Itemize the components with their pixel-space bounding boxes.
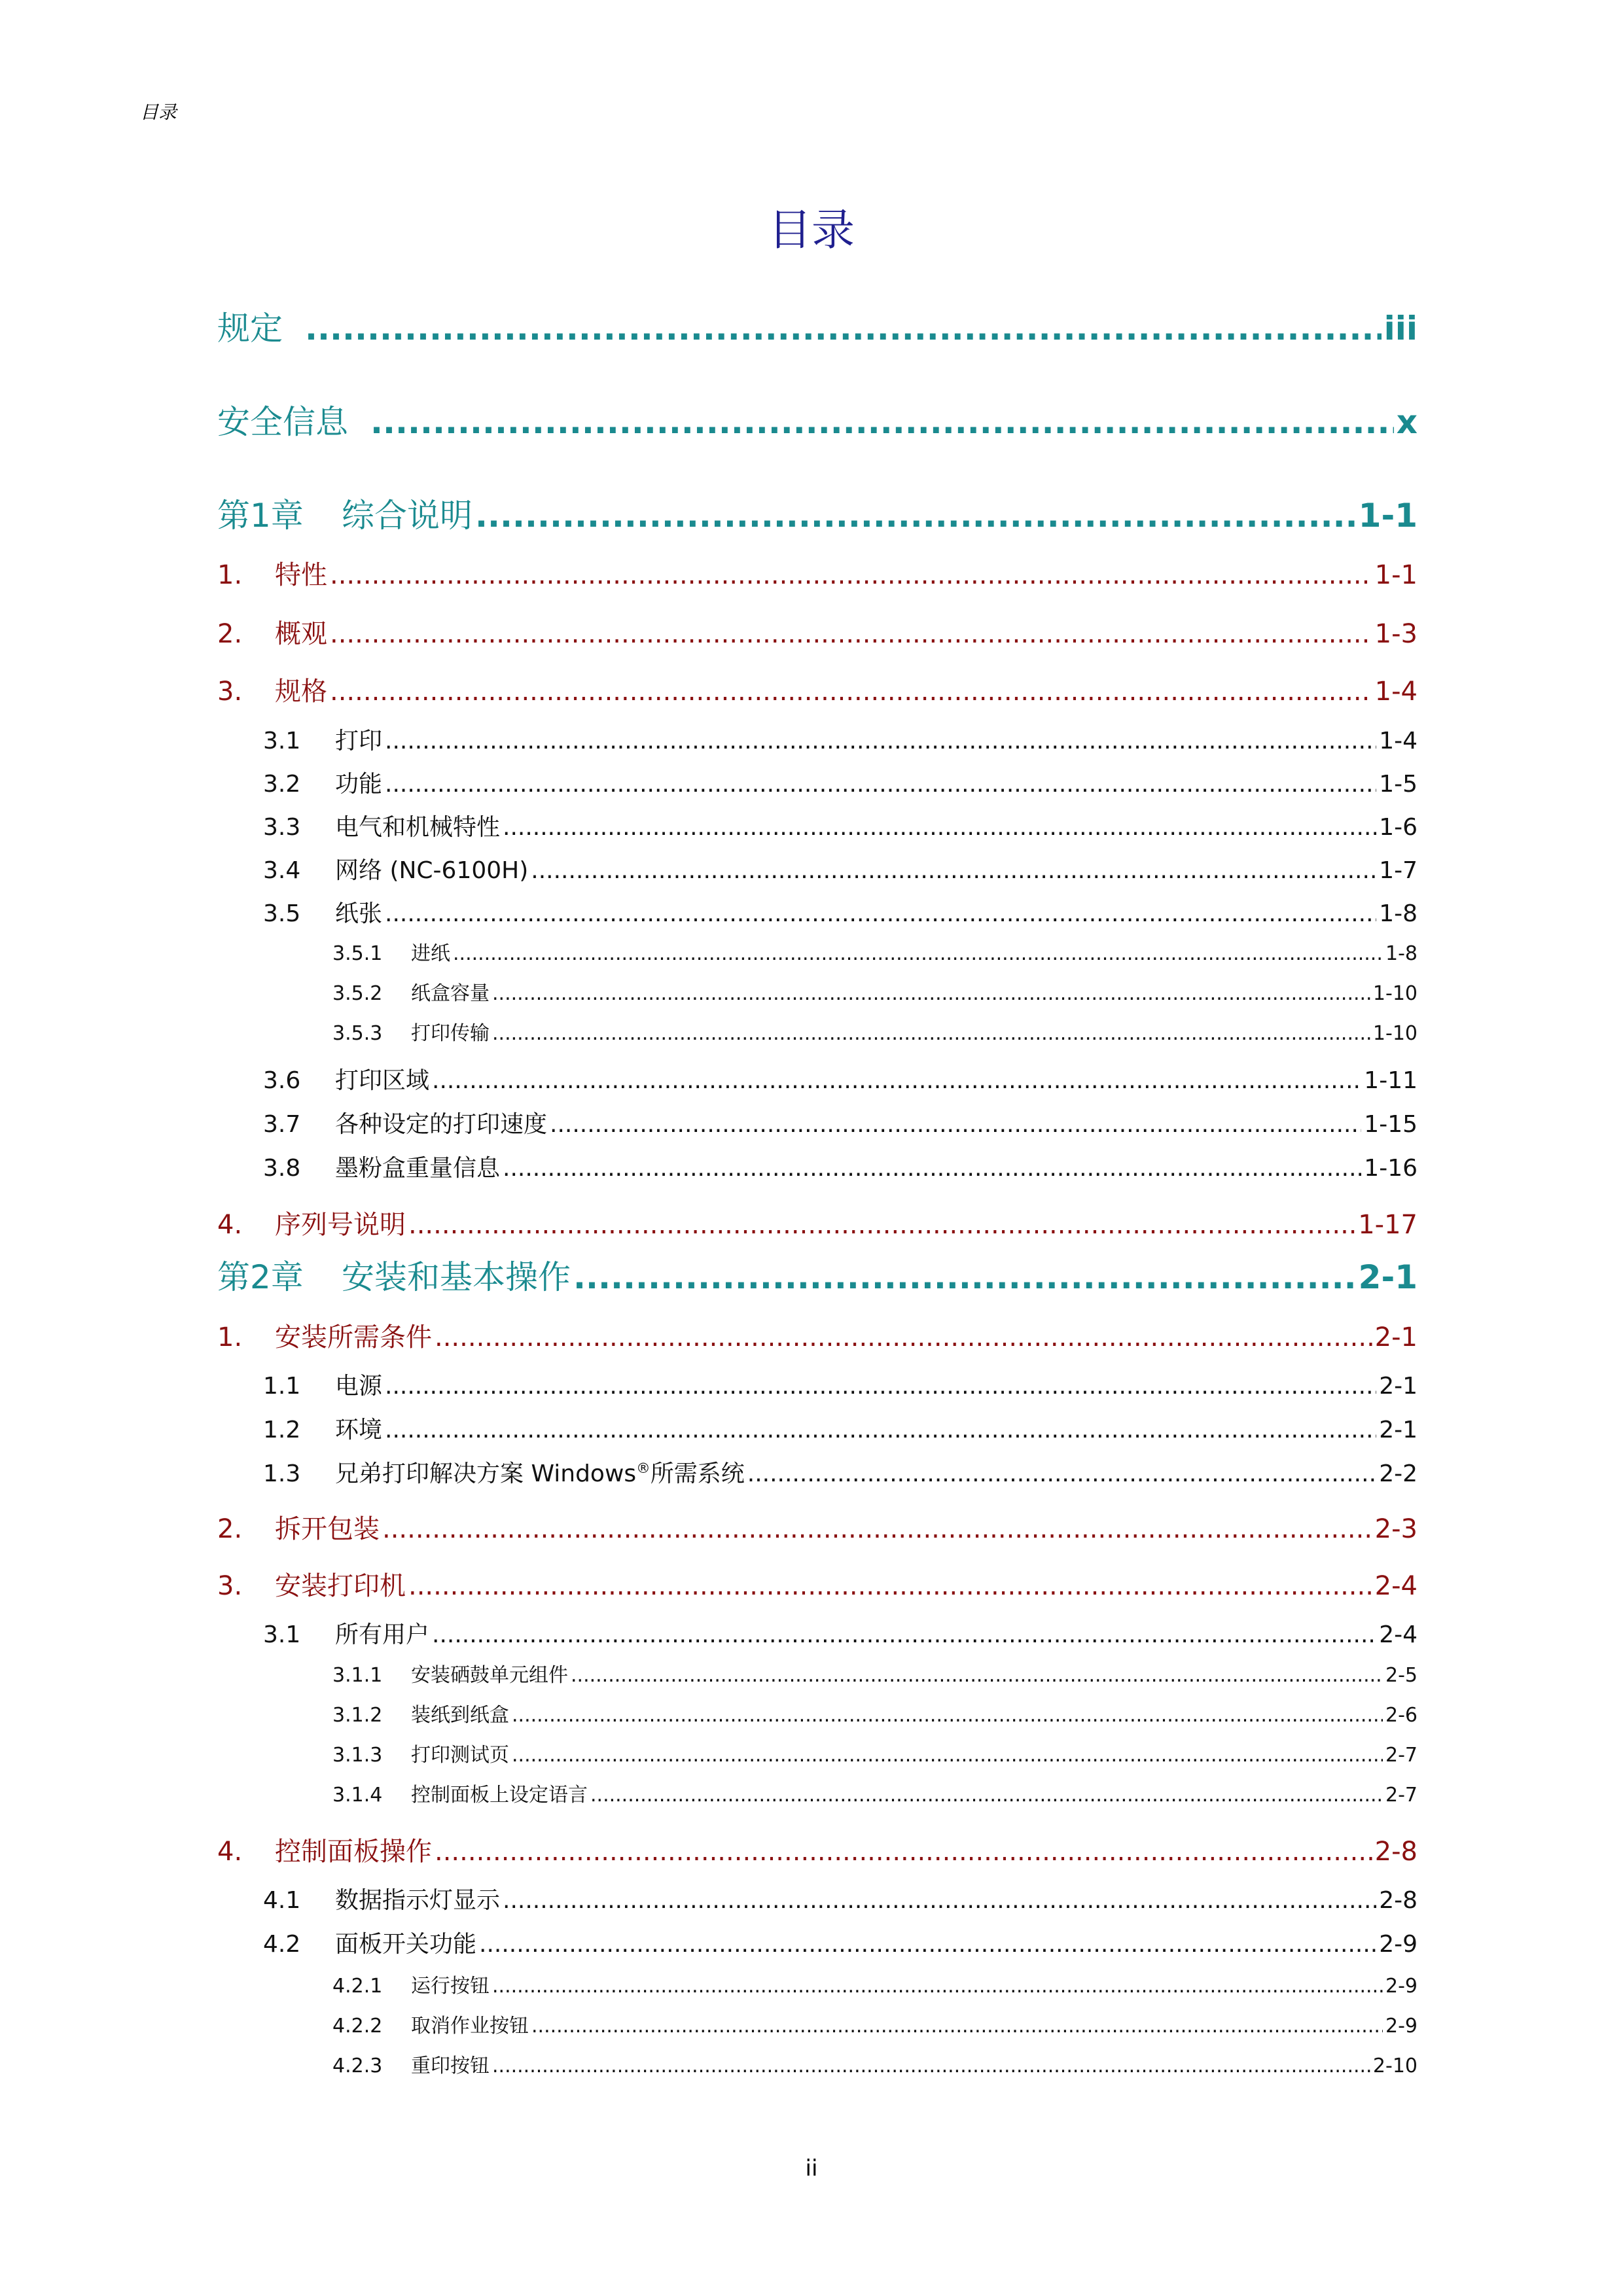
toc-entry-page: 2-6 bbox=[1385, 1704, 1418, 1727]
dot-leader bbox=[432, 1621, 1376, 1648]
toc-entry-page: 2-10 bbox=[1372, 2055, 1418, 2077]
toc-entry-number: 3.6 bbox=[263, 1067, 301, 1094]
toc-entry[interactable] bbox=[263, 1106, 1418, 1148]
toc-entry-title: 概观 bbox=[275, 619, 327, 649]
toc-entry-page: x bbox=[1396, 403, 1418, 441]
dot-leader bbox=[747, 1460, 1376, 1487]
toc-entry-title: 安装和基本操作 bbox=[342, 1258, 571, 1296]
dot-leader bbox=[503, 1155, 1361, 1182]
dot-leader bbox=[503, 814, 1376, 841]
toc-entry-number: 1. bbox=[217, 1322, 243, 1352]
toc-entry-page: 1-16 bbox=[1364, 1155, 1418, 1182]
dot-leader bbox=[370, 403, 1394, 441]
dot-leader bbox=[385, 1373, 1376, 1400]
toc-entry-page: 2-3 bbox=[1374, 1514, 1418, 1544]
toc-entry[interactable] bbox=[332, 1739, 1418, 1780]
toc-entry-title: 面板开关功能 bbox=[335, 1931, 477, 1958]
toc-entry-page: 1-11 bbox=[1364, 1067, 1418, 1094]
dot-leader bbox=[571, 1664, 1383, 1687]
toc-entry-page: 1-4 bbox=[1379, 728, 1418, 754]
toc-entry-page: 2-5 bbox=[1385, 1664, 1418, 1687]
dot-leader bbox=[512, 1744, 1383, 1767]
toc-entry-page: 1-10 bbox=[1372, 982, 1418, 1005]
toc-entry-title: 电气和机械特性 bbox=[335, 814, 501, 841]
toc-entry-number: 2. bbox=[217, 1514, 243, 1544]
toc-entry-page: 1-3 bbox=[1374, 619, 1418, 649]
toc-entry-number: 3.5.2 bbox=[332, 982, 383, 1005]
toc-entry-number: 4. bbox=[217, 1837, 243, 1867]
toc-entry[interactable] bbox=[217, 671, 1418, 713]
toc-entry-number: 1. bbox=[217, 560, 243, 590]
dot-leader bbox=[573, 1258, 1356, 1296]
toc-entry-number: 3.4 bbox=[263, 857, 301, 884]
toc-entry-page: 2-4 bbox=[1379, 1621, 1418, 1648]
toc-entry[interactable] bbox=[263, 852, 1418, 894]
dot-leader bbox=[550, 1111, 1361, 1138]
dot-leader bbox=[385, 771, 1376, 798]
dot-leader bbox=[382, 1514, 1372, 1544]
dot-leader bbox=[408, 1571, 1372, 1601]
toc-entry-title: 数据指示灯显示 bbox=[335, 1887, 501, 1914]
dot-leader bbox=[531, 2015, 1383, 2038]
toc-entry[interactable] bbox=[263, 1926, 1418, 1968]
toc-entry-title: 打印传输 bbox=[411, 1022, 490, 1045]
toc-entry-title: 运行按钮 bbox=[411, 1975, 490, 1998]
toc-entry[interactable] bbox=[263, 1882, 1418, 1924]
dot-leader bbox=[453, 942, 1383, 965]
toc-entry-title: 装纸到纸盒 bbox=[411, 1704, 509, 1727]
toc-entry-page: 2-9 bbox=[1385, 1975, 1418, 1998]
toc-entry-title: 进纸 bbox=[411, 942, 450, 965]
toc-entry-title: 规格 bbox=[275, 677, 327, 707]
dot-leader bbox=[435, 1837, 1372, 1867]
toc-entry-title: 所有用户 bbox=[335, 1621, 430, 1648]
dot-leader bbox=[475, 497, 1356, 535]
toc-entry-title: 拆开包装 bbox=[275, 1514, 380, 1544]
toc-entry-title: 打印测试页 bbox=[411, 1744, 509, 1767]
toc-entry[interactable] bbox=[263, 809, 1418, 851]
toc-entry-title: 安全信息 bbox=[217, 403, 348, 441]
toc-entry[interactable] bbox=[263, 1062, 1418, 1104]
toc-entry[interactable] bbox=[263, 766, 1418, 807]
toc-entry[interactable] bbox=[217, 554, 1418, 596]
dot-leader bbox=[590, 1784, 1383, 1807]
toc-entry-page: 2-4 bbox=[1374, 1571, 1418, 1601]
toc-entry-title: 安装打印机 bbox=[275, 1571, 406, 1601]
toc-entry-number: 4.2 bbox=[263, 1931, 301, 1958]
dot-leader bbox=[385, 728, 1376, 754]
toc-entry[interactable] bbox=[332, 977, 1418, 1019]
registered-mark: ® bbox=[636, 1460, 651, 1477]
toc-entry[interactable] bbox=[263, 1616, 1418, 1658]
toc-entry-title: 各种设定的打印速度 bbox=[335, 1111, 548, 1138]
toc-entry-title: 打印 bbox=[335, 728, 383, 754]
toc-entry-page: 2-9 bbox=[1385, 2015, 1418, 2038]
toc-entry[interactable] bbox=[217, 1831, 1418, 1873]
toc-entry-number: 第2章 bbox=[217, 1258, 304, 1296]
toc-entry-page: 2-7 bbox=[1385, 1784, 1418, 1807]
toc-entry-title: 电源 bbox=[335, 1373, 383, 1400]
toc-entry-page: 2-7 bbox=[1385, 1744, 1418, 1767]
toc-entry-title: 纸盒容量 bbox=[411, 982, 490, 1005]
toc-entry[interactable] bbox=[263, 1411, 1418, 1453]
toc-entry-page: iii bbox=[1383, 309, 1418, 347]
page-number: ii bbox=[805, 2155, 818, 2181]
toc-entry-page: 2-2 bbox=[1379, 1460, 1418, 1487]
page-title: 目录 bbox=[768, 205, 855, 255]
dot-leader bbox=[479, 1931, 1376, 1958]
dot-leader bbox=[305, 309, 1382, 347]
dot-leader bbox=[435, 1322, 1372, 1352]
toc-entry-number: 4.2.1 bbox=[332, 1975, 383, 1998]
toc-entry[interactable] bbox=[217, 1565, 1418, 1607]
toc-entry-number: 3.1.3 bbox=[332, 1744, 383, 1767]
dot-leader bbox=[492, 1022, 1370, 1045]
dot-leader bbox=[432, 1067, 1361, 1094]
toc-entry-title: 纸张 bbox=[335, 900, 383, 927]
toc-entry[interactable] bbox=[332, 1969, 1418, 2011]
dot-leader bbox=[385, 900, 1376, 927]
dot-leader bbox=[512, 1704, 1383, 1727]
toc-entry-number: 4.1 bbox=[263, 1887, 301, 1914]
toc-entry-page: 2-8 bbox=[1379, 1887, 1418, 1914]
toc-entry-number: 3.1.2 bbox=[332, 1704, 383, 1727]
toc-entry-number: 3.1.4 bbox=[332, 1784, 383, 1807]
toc-entry-title: 控制面板上设定语言 bbox=[411, 1784, 588, 1807]
toc-entry-page: 1-7 bbox=[1379, 857, 1418, 884]
toc-entry[interactable] bbox=[332, 2049, 1418, 2091]
toc-entry-page: 2-9 bbox=[1379, 1931, 1418, 1958]
toc-entry[interactable] bbox=[217, 396, 1418, 441]
toc-entry-number: 2. bbox=[217, 619, 243, 649]
toc-entry-number: 1.2 bbox=[263, 1417, 301, 1443]
dot-leader bbox=[385, 1417, 1376, 1443]
toc-entry-title: 序列号说明 bbox=[275, 1210, 406, 1240]
toc-entry-number: 3.8 bbox=[263, 1155, 301, 1182]
dot-leader bbox=[492, 982, 1370, 1005]
toc-entry[interactable] bbox=[332, 1778, 1418, 1820]
toc-entry-title: 取消作业按钮 bbox=[411, 2015, 529, 2038]
toc-entry-page: 1-8 bbox=[1385, 942, 1418, 965]
toc-entry-title: 打印区域 bbox=[335, 1067, 430, 1094]
toc-entry[interactable] bbox=[332, 2009, 1418, 2051]
toc-entry[interactable] bbox=[263, 1150, 1418, 1192]
toc-entry-number: 3.3 bbox=[263, 814, 301, 841]
toc-entry-number: 3.2 bbox=[263, 771, 301, 798]
toc-entry-number: 3.5 bbox=[263, 900, 301, 927]
toc-entry-number: 4.2.2 bbox=[332, 2015, 383, 2038]
toc-entry-page: 1-10 bbox=[1372, 1022, 1418, 1045]
toc-entry-page: 1-15 bbox=[1364, 1111, 1418, 1138]
toc-entry[interactable] bbox=[332, 1699, 1418, 1740]
toc-entry-title: 网络 (NC-6100H) bbox=[335, 857, 529, 884]
toc-entry-title: 功能 bbox=[335, 771, 383, 798]
toc-entry-number: 4. bbox=[217, 1210, 243, 1240]
toc-entry[interactable] bbox=[217, 1316, 1418, 1358]
toc-entry-page: 1-5 bbox=[1379, 771, 1418, 798]
dot-leader bbox=[531, 857, 1376, 884]
toc-entry-page: 2-1 bbox=[1358, 1258, 1418, 1296]
dot-leader bbox=[330, 677, 1372, 707]
toc-entry-title: 环境 bbox=[335, 1417, 383, 1443]
toc-entry-page: 1-6 bbox=[1379, 814, 1418, 841]
toc-entry[interactable] bbox=[263, 1455, 1418, 1497]
toc-entry[interactable] bbox=[263, 895, 1418, 937]
toc-entry-number: 1.3 bbox=[263, 1460, 301, 1487]
toc-entry-page: 1-1 bbox=[1358, 497, 1418, 535]
toc-entry-title: 安装硒鼓单元组件 bbox=[411, 1664, 568, 1687]
toc-entry-title: 安装所需条件 bbox=[275, 1322, 432, 1352]
toc-entry-number: 3.5.3 bbox=[332, 1022, 383, 1045]
toc-entry[interactable] bbox=[217, 613, 1418, 655]
toc-entry-page: 2-1 bbox=[1379, 1417, 1418, 1443]
toc-entry-page: 2-8 bbox=[1374, 1837, 1418, 1867]
toc-entry-title: 重印按钮 bbox=[411, 2055, 490, 2077]
toc-entry[interactable] bbox=[332, 1017, 1418, 1059]
dot-leader bbox=[503, 1887, 1376, 1914]
toc-entry-number: 第1章 bbox=[217, 497, 304, 535]
toc-entry-number: 3.7 bbox=[263, 1111, 301, 1138]
toc-entry-title: 特性 bbox=[275, 560, 327, 590]
running-header: 目录 bbox=[140, 101, 177, 123]
toc-entry-number: 3.1 bbox=[263, 728, 301, 754]
dot-leader bbox=[408, 1210, 1355, 1240]
toc-entry[interactable] bbox=[263, 722, 1418, 764]
toc-entry-title: 墨粉盒重量信息 bbox=[335, 1155, 501, 1182]
toc-entry[interactable] bbox=[217, 1508, 1418, 1550]
toc-entry[interactable] bbox=[217, 1251, 1418, 1296]
toc-entry-title: 控制面板操作 bbox=[275, 1837, 432, 1867]
toc-entry-title: 兄弟打印解决方案 Windows®所需系统 bbox=[335, 1460, 745, 1487]
toc-entry-number: 3.1.1 bbox=[332, 1664, 383, 1687]
toc-entry-number: 3. bbox=[217, 1571, 243, 1601]
toc-entry-number: 3.5.1 bbox=[332, 942, 383, 965]
dot-leader bbox=[492, 2055, 1370, 2077]
toc-entry-number: 3. bbox=[217, 677, 243, 707]
dot-leader bbox=[492, 1975, 1383, 1998]
dot-leader bbox=[330, 619, 1372, 649]
toc-entry-number: 1.1 bbox=[263, 1373, 301, 1400]
toc-entry-page: 2-1 bbox=[1374, 1322, 1418, 1352]
toc-entry[interactable] bbox=[332, 937, 1418, 979]
toc-entry-page: 1-4 bbox=[1374, 677, 1418, 707]
toc-entry-page: 2-1 bbox=[1379, 1373, 1418, 1400]
toc-entry-number: 4.2.3 bbox=[332, 2055, 383, 2077]
toc-entry-page: 1-17 bbox=[1358, 1210, 1418, 1240]
toc-entry[interactable] bbox=[332, 1659, 1418, 1701]
toc-entry-page: 1-1 bbox=[1374, 560, 1418, 590]
toc-entry[interactable] bbox=[263, 1368, 1418, 1409]
dot-leader bbox=[330, 560, 1372, 590]
toc-entry-title: 规定 bbox=[217, 309, 283, 347]
toc-entry[interactable] bbox=[217, 1204, 1418, 1246]
toc-entry-page: 1-8 bbox=[1379, 900, 1418, 927]
toc-entry[interactable] bbox=[217, 489, 1418, 535]
toc-entry[interactable] bbox=[217, 302, 1418, 347]
toc-entry-title: 综合说明 bbox=[342, 497, 473, 535]
toc-entry-number: 3.1 bbox=[263, 1621, 301, 1648]
